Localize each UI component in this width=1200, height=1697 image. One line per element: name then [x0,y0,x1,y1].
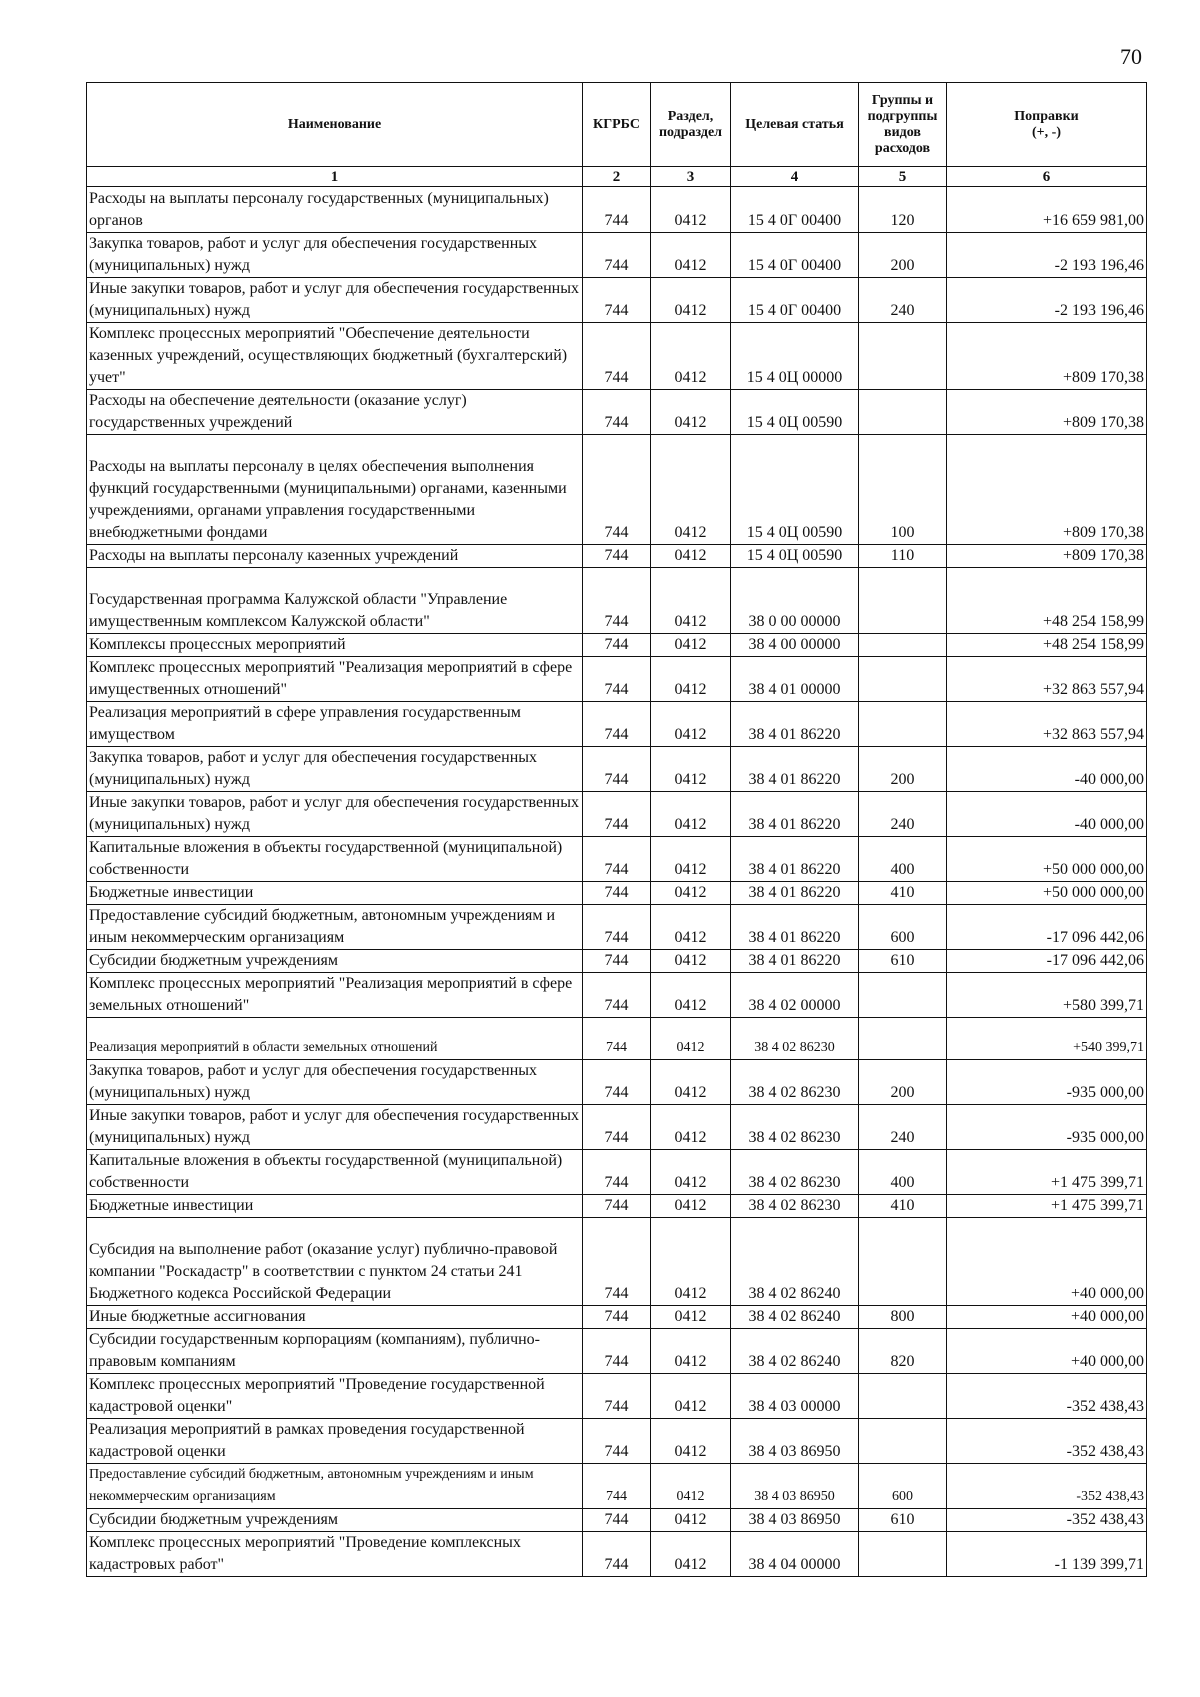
row-target: 38 4 02 86230 [731,1195,859,1218]
header-section-line1: Раздел, [667,108,714,124]
row-target: 38 4 00 00000 [731,634,859,657]
row-section: 0412 [651,568,731,634]
row-name: Государственная программа Калужской области "Управление имущественным комплексом Калужской области" [87,568,583,634]
column-number: 6 [947,167,1147,187]
row-target: 38 4 02 86240 [731,1306,859,1329]
row-kgrbs: 744 [583,1464,651,1509]
row-name: Иные закупки товаров, работ и услуг для обеспечения государственных (муниципальных) нужд [87,792,583,837]
row-group [859,390,947,435]
table-row [87,1060,1147,1105]
table-row [87,1018,1147,1060]
row-amount: -17 096 442,06 [947,950,1147,973]
row-amount: -935 000,00 [947,1060,1147,1105]
row-kgrbs: 744 [583,323,651,390]
row-kgrbs: 744 [583,1419,651,1464]
row-section: 0412 [651,792,731,837]
row-target: 38 4 02 86240 [731,1329,859,1374]
table-row [87,278,1147,323]
row-group: 610 [859,950,947,973]
row-section: 0412 [651,950,731,973]
table-row [87,1329,1147,1374]
table-row [87,187,1147,233]
row-kgrbs: 744 [583,950,651,973]
row-group: 400 [859,837,947,882]
row-name: Расходы на обеспечение деятельности (оказание услуг) государственных учреждений [87,390,583,435]
table-row [87,435,1147,545]
column-number: 5 [859,167,947,187]
row-group: 240 [859,792,947,837]
header-groups-line1: Группы и [871,92,934,108]
table-row [87,1419,1147,1464]
row-group [859,1218,947,1306]
row-group: 600 [859,905,947,950]
row-group: 800 [859,1306,947,1329]
row-section: 0412 [651,1509,731,1532]
row-section: 0412 [651,1329,731,1374]
column-number-row [87,167,1147,187]
row-amount: +40 000,00 [947,1329,1147,1374]
row-name: Закупка товаров, работ и услуг для обеспечения государственных (муниципальных) нужд [87,1060,583,1105]
row-amount: +809 170,38 [947,435,1147,545]
row-name: Предоставление субсидий бюджетным, автономным учреждениям и иным некоммерческим организациям [87,1464,583,1509]
row-kgrbs: 744 [583,882,651,905]
row-name: Предоставление субсидий бюджетным, автономным учреждениям и иным некоммерческим организациям [87,905,583,950]
row-target: 38 4 02 86240 [731,1218,859,1306]
row-amount: -352 438,43 [947,1374,1147,1419]
row-name: Субсидии бюджетным учреждениям [87,1509,583,1532]
row-amount: +32 863 557,94 [947,657,1147,702]
row-name: Реализация мероприятий в сфере управления государственным имуществом [87,702,583,747]
row-name: Реализация мероприятий в области земельных отношений [87,1018,583,1060]
row-amount: +48 254 158,99 [947,568,1147,634]
row-kgrbs: 744 [583,792,651,837]
header-name: Наименование [87,83,583,167]
row-amount: -40 000,00 [947,747,1147,792]
row-target: 38 4 04 00000 [731,1532,859,1577]
row-target: 38 4 01 86220 [731,702,859,747]
column-number: 1 [87,167,583,187]
budget-table [86,82,1147,1577]
header-groups-line4: расходов [874,140,931,156]
row-group [859,323,947,390]
row-target: 15 4 0Г 00400 [731,233,859,278]
table-row [87,1532,1147,1577]
table-row [87,1150,1147,1195]
row-group: 240 [859,1105,947,1150]
row-section: 0412 [651,1464,731,1509]
row-name: Комплексы процессных мероприятий [87,634,583,657]
row-group: 110 [859,545,947,568]
row-name: Расходы на выплаты персоналу в целях обеспечения выполнения функций государственными (муниципальными) органами, казенными учреждениями, органами управления государственными внебюджетными фондами [87,435,583,545]
header-amendments-line2: (+, -) [1032,124,1061,140]
row-group [859,1419,947,1464]
row-amount: -1 139 399,71 [947,1532,1147,1577]
header-section [651,83,731,167]
row-target: 15 4 0Ц 00590 [731,545,859,568]
header-section-line2: подраздел [658,124,723,140]
row-name: Иные закупки товаров, работ и услуг для обеспечения государственных (муниципальных) нужд [87,1105,583,1150]
table-row [87,1218,1147,1306]
table-row [87,1105,1147,1150]
table-header [87,83,1147,187]
row-amount: +540 399,71 [947,1018,1147,1060]
table-row [87,1374,1147,1419]
row-name: Закупка товаров, работ и услуг для обеспечения государственных (муниципальных) нужд [87,747,583,792]
row-target: 38 4 02 00000 [731,973,859,1018]
table-row [87,545,1147,568]
row-target: 38 4 01 86220 [731,747,859,792]
table-row [87,1464,1147,1509]
row-name: Бюджетные инвестиции [87,1195,583,1218]
table-row [87,950,1147,973]
row-section: 0412 [651,390,731,435]
row-target: 38 4 03 86950 [731,1419,859,1464]
row-target: 38 4 03 00000 [731,1374,859,1419]
row-group: 200 [859,747,947,792]
row-group: 100 [859,435,947,545]
row-section: 0412 [651,1018,731,1060]
row-section: 0412 [651,973,731,1018]
table-row [87,323,1147,390]
row-kgrbs: 744 [583,837,651,882]
row-kgrbs: 744 [583,1105,651,1150]
row-name: Бюджетные инвестиции [87,882,583,905]
row-section: 0412 [651,702,731,747]
row-amount: +16 659 981,00 [947,187,1147,233]
row-section: 0412 [651,1060,731,1105]
row-group [859,702,947,747]
row-target: 15 4 0Ц 00590 [731,390,859,435]
row-kgrbs: 744 [583,1018,651,1060]
row-amount: +32 863 557,94 [947,702,1147,747]
row-amount: +40 000,00 [947,1306,1147,1329]
table-row [87,702,1147,747]
table-row [87,1306,1147,1329]
header-amendments-line1: Поправки [1014,108,1079,124]
row-name: Комплекс процессных мероприятий "Реализация мероприятий в сфере земельных отношений" [87,973,583,1018]
table-row [87,905,1147,950]
row-group: 120 [859,187,947,233]
row-name: Реализация мероприятий в рамках проведения государственной кадастровой оценки [87,1419,583,1464]
page-number: 70 [1120,44,1142,69]
row-target: 38 4 01 86220 [731,792,859,837]
row-section: 0412 [651,187,731,233]
row-section: 0412 [651,1150,731,1195]
row-amount: -352 438,43 [947,1509,1147,1532]
row-group: 400 [859,1150,947,1195]
row-group: 610 [859,1509,947,1532]
header-target: Целевая статья [731,83,859,167]
column-number: 4 [731,167,859,187]
table-row [87,792,1147,837]
row-kgrbs: 744 [583,278,651,323]
row-kgrbs: 744 [583,1532,651,1577]
row-kgrbs: 744 [583,435,651,545]
row-amount: -352 438,43 [947,1419,1147,1464]
row-target: 38 4 02 86230 [731,1105,859,1150]
header-groups [859,83,947,167]
row-target: 38 4 01 86220 [731,950,859,973]
row-name: Капитальные вложения в объекты государственной (муниципальной) собственности [87,837,583,882]
row-name: Комплекс процессных мероприятий "Реализация мероприятий в сфере имущественных отношений" [87,657,583,702]
row-group [859,1018,947,1060]
row-amount: -17 096 442,06 [947,905,1147,950]
row-kgrbs: 744 [583,545,651,568]
row-target: 38 4 01 86220 [731,837,859,882]
row-group [859,1374,947,1419]
column-number: 2 [583,167,651,187]
row-target: 38 4 03 86950 [731,1509,859,1532]
table-row [87,1509,1147,1532]
row-section: 0412 [651,1218,731,1306]
table-row [87,973,1147,1018]
row-group: 410 [859,1195,947,1218]
table-row [87,390,1147,435]
table-row [87,837,1147,882]
row-amount: -40 000,00 [947,792,1147,837]
table-row [87,1195,1147,1218]
row-name: Иные закупки товаров, работ и услуг для обеспечения государственных (муниципальных) нужд [87,278,583,323]
row-group: 600 [859,1464,947,1509]
row-group: 200 [859,1060,947,1105]
row-name: Субсидии государственным корпорациям (компаниям), публично-правовым компаниям [87,1329,583,1374]
row-section: 0412 [651,1195,731,1218]
row-name: Комплекс процессных мероприятий "Проведение государственной кадастровой оценки" [87,1374,583,1419]
row-section: 0412 [651,905,731,950]
row-kgrbs: 744 [583,1150,651,1195]
table-row [87,568,1147,634]
row-target: 15 4 0Г 00400 [731,278,859,323]
row-section: 0412 [651,1105,731,1150]
row-section: 0412 [651,837,731,882]
row-amount: +40 000,00 [947,1218,1147,1306]
row-name: Комплекс процессных мероприятий "Обеспечение деятельности казенных учреждений, осуществляющих бюджетный (бухгалтерский) учет" [87,323,583,390]
row-amount: +50 000 000,00 [947,837,1147,882]
header-kgrbs: КГРБС [583,83,651,167]
row-group [859,1532,947,1577]
row-target: 38 4 01 86220 [731,882,859,905]
row-name: Субсидии бюджетным учреждениям [87,950,583,973]
row-section: 0412 [651,1532,731,1577]
row-group: 240 [859,278,947,323]
row-target: 38 4 02 86230 [731,1018,859,1060]
row-amount: +1 475 399,71 [947,1150,1147,1195]
row-section: 0412 [651,1374,731,1419]
table-row [87,747,1147,792]
row-group [859,568,947,634]
row-group: 200 [859,233,947,278]
row-kgrbs: 744 [583,1218,651,1306]
row-kgrbs: 744 [583,973,651,1018]
row-kgrbs: 744 [583,657,651,702]
row-kgrbs: 744 [583,1374,651,1419]
row-target: 38 4 01 00000 [731,657,859,702]
table-row [87,634,1147,657]
row-target: 15 4 0Ц 00000 [731,323,859,390]
row-kgrbs: 744 [583,1509,651,1532]
header-groups-line2: подгруппы [867,108,938,124]
row-group: 410 [859,882,947,905]
row-amount: +1 475 399,71 [947,1195,1147,1218]
row-amount: +809 170,38 [947,545,1147,568]
row-section: 0412 [651,1419,731,1464]
row-kgrbs: 744 [583,905,651,950]
row-section: 0412 [651,657,731,702]
table-row [87,657,1147,702]
table-body [87,187,1147,1577]
row-target: 38 0 00 00000 [731,568,859,634]
row-kgrbs: 744 [583,568,651,634]
row-section: 0412 [651,278,731,323]
row-section: 0412 [651,882,731,905]
row-name: Расходы на выплаты персоналу казенных учреждений [87,545,583,568]
row-amount: -2 193 196,46 [947,233,1147,278]
row-amount: +48 254 158,99 [947,634,1147,657]
row-amount: +580 399,71 [947,973,1147,1018]
row-target: 38 4 02 86230 [731,1150,859,1195]
row-target: 15 4 0Г 00400 [731,187,859,233]
row-amount: -2 193 196,46 [947,278,1147,323]
header-amendments [947,83,1147,167]
row-amount: +809 170,38 [947,323,1147,390]
row-section: 0412 [651,747,731,792]
row-group [859,973,947,1018]
row-target: 38 4 03 86950 [731,1464,859,1509]
row-kgrbs: 744 [583,187,651,233]
row-amount: +50 000 000,00 [947,882,1147,905]
row-kgrbs: 744 [583,702,651,747]
row-kgrbs: 744 [583,1329,651,1374]
row-amount: -935 000,00 [947,1105,1147,1150]
row-section: 0412 [651,545,731,568]
table-row [87,882,1147,905]
row-section: 0412 [651,1306,731,1329]
row-target: 38 4 01 86220 [731,905,859,950]
row-kgrbs: 744 [583,634,651,657]
row-amount: +809 170,38 [947,390,1147,435]
row-kgrbs: 744 [583,1306,651,1329]
row-section: 0412 [651,323,731,390]
row-target: 38 4 02 86230 [731,1060,859,1105]
row-kgrbs: 744 [583,747,651,792]
row-name: Расходы на выплаты персоналу государственных (муниципальных) органов [87,187,583,233]
row-group [859,657,947,702]
row-kgrbs: 744 [583,1195,651,1218]
row-kgrbs: 744 [583,1060,651,1105]
row-name: Иные бюджетные ассигнования [87,1306,583,1329]
header-groups-line3: видов [884,124,921,140]
row-name: Субсидия на выполнение работ (оказание услуг) публично-правовой компании "Роскадастр" в соответствии с пунктом 24 статьи 241 Бюджетного кодекса Российской Федерации [87,1218,583,1306]
row-name: Закупка товаров, работ и услуг для обеспечения государственных (муниципальных) нужд [87,233,583,278]
row-section: 0412 [651,233,731,278]
row-section: 0412 [651,435,731,545]
row-kgrbs: 744 [583,390,651,435]
row-amount: -352 438,43 [947,1464,1147,1509]
row-target: 15 4 0Ц 00590 [731,435,859,545]
row-section: 0412 [651,634,731,657]
row-group [859,634,947,657]
table-row [87,233,1147,278]
row-kgrbs: 744 [583,233,651,278]
row-name: Комплекс процессных мероприятий "Проведение комплексных кадастровых работ" [87,1532,583,1577]
row-name: Капитальные вложения в объекты государственной (муниципальной) собственности [87,1150,583,1195]
row-group: 820 [859,1329,947,1374]
column-number: 3 [651,167,731,187]
